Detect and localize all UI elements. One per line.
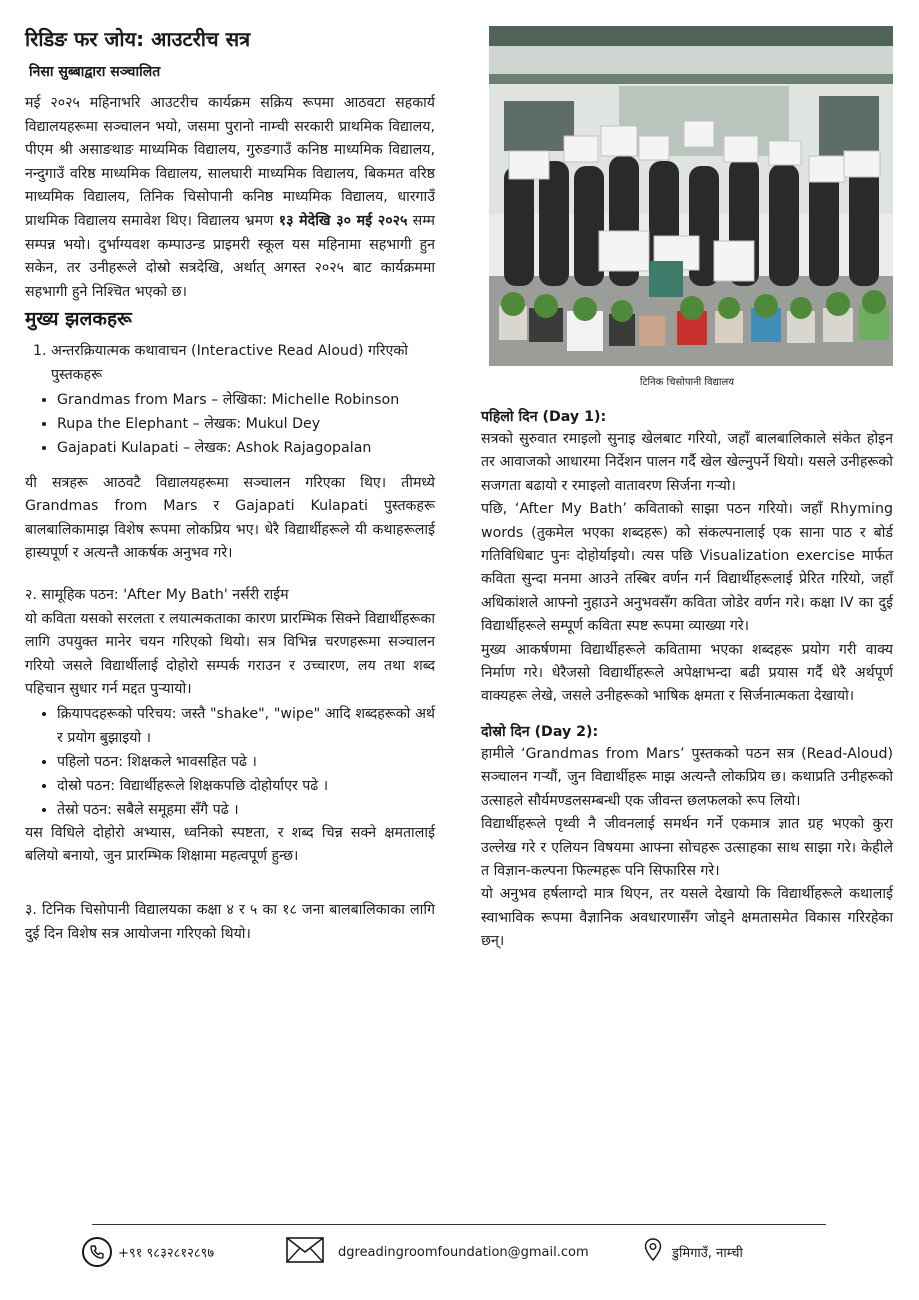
intro-paragraph (25, 92, 435, 304)
intro-text: मई २०२५ महिनाभरि आउटरीच कार्यक्रम सक्रिय रूपमा आठवटा सहकार्य विद्यालयहरूमा सञ्चालन भयो, जसमा पुरानो नाम्ची सरकारी प्राथमिक विद्यालय, पीएम श्री असाङथाङ माध्यमिक विद्यालय, गुरुङगाउँ कनिष्ठ माध्यमिक विद्यालय, नन्दुगाउँ वरिष्ठ माध्यमिक विद्यालय, सालघारी माध्यमिक विद्यालय, बिकमत वरिष्ठ माध्यमिक विद्यालय, तिनिक चिसोपानी कनिष्ठ माध्यमिक विद्यालय, धारगाउँ प्राथमिक विद्यालय समावेश थिए। विद्यालय भ्रमण (25, 95, 435, 229)
email-address[interactable]: dgreadingroomfoundation@gmail.com (338, 1244, 589, 1260)
footer-divider (92, 1224, 826, 1225)
envelope-icon (286, 1237, 324, 1267)
book-item: • Rupa the Elephant – लेखक: Mukul Dey (57, 412, 435, 436)
left-column (25, 26, 435, 946)
footer-phone (82, 1234, 214, 1270)
item2-paragraph: यो कविता यसको सरलता र लयात्मकताका कारण प्रारम्भिक सिक्ने विद्यार्थीहरूका लागि उपयुक्त मानेर चयन गरिएको थियो। सत्र विभिन्न चरणहरूमा सञ्चालन गरियो जसले विद्यार्थीलाई दोहोरो सम्पर्क गराउन र उच्चारण, लय तथा शब्द पहिचान सुधार गर्न मद्दत पुर्‍यायो। (25, 610, 435, 698)
footer-email (286, 1234, 589, 1270)
highlights-heading: मुख्य झलकहरू (25, 308, 132, 331)
item3-paragraph: ३. टिनिक चिसोपानी विद्यालयका कक्षा ४ र ५ का १८ जना बालबालिकाका लागि दुई दिन विशेष सत्र आयोजना गरिएको थियो। (25, 902, 435, 942)
day1-heading: पहिलो दिन (Day 1): (481, 409, 607, 425)
reading-step: • पहिलो पठन: शिक्षकले भावसहित पढे । (57, 750, 435, 774)
item2-heading: २. सामूहिक पठन: 'After My Bath' नर्सरी राईम (25, 586, 289, 603)
item2-conclusion: यस विधिले दोहोरो अभ्यास, ध्वनिको स्पष्टता, र शब्द चिन्न सक्ने क्षमतालाई बलियो बनायो, जुन प्रारम्भिक शिक्षामा महत्वपूर्ण हुन्छ। (25, 824, 435, 865)
intro-text-end: सम्म सम्पन्न भयो। दुर्भाग्यवश कम्पाउन्ड प्राइमरी स्कूल यस महिनामा सहभागी हुन सकेन, तर उनीहरूले दोस्रो सत्रदेखि, अर्थात् अगस्त २०२५ बाट कार्यक्रममा सहभागी हुने निश्चित भएको छ। (25, 212, 435, 300)
reading-step: • तेस्रो पठन: सबैले समूहमा सँगै पढे । (57, 798, 435, 822)
book-item: • Gajapati Kulapati – लेखक: Ashok Rajagopalan (57, 436, 435, 460)
book-item: • Grandmas from Mars – लेखिका: Michelle Robinson (57, 388, 435, 412)
day2-paragraph-1: हामीले ‘Grandmas from Mars’ पुस्तकको पठन सत्र (Read-Aloud) सञ्चालन गर्‍यौं, जुन विद्यार्थीहरू माझ अत्यन्तै लोकप्रिय छ। कथाप्रति उनीहरूको उत्साहले सौर्यमण्डलसम्बन्धी एक जीवन्त छलफलको रूप लियो। (481, 745, 893, 809)
day1-paragraph-2: पछि, ‘After My Bath’ कविताको साझा पठन गरियो। जहाँ Rhyming words (तुकमेल भएका शब्दहरू) को संकल्पनालाई एक साना पाठ र बोर्ड गतिविधिबाट पुनः दोहोर्याइयो। त्यस पछि Visualization exercise मार्फत कविता सुन्दा मनमा आउने तस्बिर वर्णन गर्न विद्यार्थीहरूलाई प्रेरित गरियो, जहाँ अधिकांशले आफ्नो नुहाउने अनुभवसँग कविता जोडेर वर्णन गरे। कक्षा IV का दुई विद्यार्थीहरूले सम्पूर्ण कविता स्पष्ट रूपमा व्याख्या गरे। (481, 501, 893, 635)
article-title: रिडिङ फर जोय: आउटरीच सत्र (25, 27, 251, 51)
day2-heading: दोस्रो दिन (Day 2): (481, 723, 599, 740)
books-list (25, 388, 435, 460)
reading-steps-list (25, 702, 435, 822)
highlights-list (25, 340, 435, 387)
day2-paragraph-2: विद्यार्थीहरूले पृथ्वी नै जीवनलाई समर्थन गर्ने एकमात्र ज्ञात ग्रह भएको कुरा उल्लेख गरे र एलियन विषयमा आफ्ना सोचहरू उत्साहका साथ साझा गरे। केहीले त विज्ञान-कल्पना फिल्महरू पनि सिफारिस गरे। (481, 816, 893, 879)
footer (0, 1234, 919, 1270)
day1-paragraph-1: सत्रको सुरुवात रमाइलो सुनाइ खेलबाट गरियो, जहाँ बालबालिकाले संकेत होइन तर आवाजको आधारमा निर्देशन पालन गर्दै खेल खेल्नुपर्ने थियो। यसले उनीहरूको सजगता बढायो र रमाइलो वातावरण सिर्जना गर्‍यो। (481, 431, 893, 494)
day2-paragraph-3: यो अनुभव हर्षलाग्दो मात्र थिएन, तर यसले देखायो कि विद्यार्थीहरूले कथालाई स्वाभाविक रूपमा वैज्ञानिक अवधारणासँग जोड्ने क्षमतासमेत विकास गरिरहेका छन्। (481, 886, 893, 950)
photo-caption: टिनिक चिसोपानी विद्यालय (639, 377, 735, 388)
books-paragraph: यी सत्रहरू आठवटै विद्यालयहरूमा सञ्चालन गरिएका थिए। तीमध्ये Grandmas from Mars र Gajapati Kulapati पुस्तकहरू बालबालिकामाझ विशेष रूपमा लोकप्रिय भए। धेरै विद्यार्थीहरूले यी कथाहरूलाई हास्यपूर्ण र अत्यन्तै आकर्षक अनुभव गरे। (25, 474, 435, 562)
footer-location (644, 1234, 743, 1270)
highlight-item-1: 1. अन्तरक्रियात्मक कथावाचन (Interactive Read Aloud) गरिएको पुस्तकहरू (51, 340, 435, 387)
article-byline: निसा सुब्बाद्वारा सञ्चालित (29, 64, 161, 80)
phone-number[interactable]: +९१ ९८३२८१२८९७ (118, 1246, 215, 1261)
day1-paragraph-3: मुख्य आकर्षणमा विद्यार्थीहरूले कवितामा भएका शब्दहरू प्रयोग गरी वाक्य निर्माण गरे। धेरैजसो विद्यार्थीहरूले अपेक्षाभन्दा बढी प्रयास गर्दै धेरै अर्थपूर्ण वाक्यहरू लेखे, जसले उनीहरूको भाषिक क्षमता र सिर्जनात्मकता देखायो। (481, 641, 893, 705)
location-pin-icon (644, 1238, 662, 1266)
school-group-photo (489, 26, 893, 366)
right-column (481, 26, 893, 954)
reading-step: • दोस्रो पठन: विद्यार्थीहरूले शिक्षकपछि दोहोर्याएर पढे । (57, 774, 435, 798)
intro-dates: १३ मेदेखि ३० मई २०२५ (278, 212, 408, 229)
phone-icon (82, 1237, 112, 1267)
reading-step: • क्रियापदहरूको परिचय: जस्तै "shake", "wipe" आदि शब्दहरूको अर्थ र प्रयोग बुझाइयो । (57, 702, 435, 750)
location-text: डुमिगाउँ, नाम्ची (672, 1246, 743, 1261)
photo-illustration (489, 26, 893, 366)
